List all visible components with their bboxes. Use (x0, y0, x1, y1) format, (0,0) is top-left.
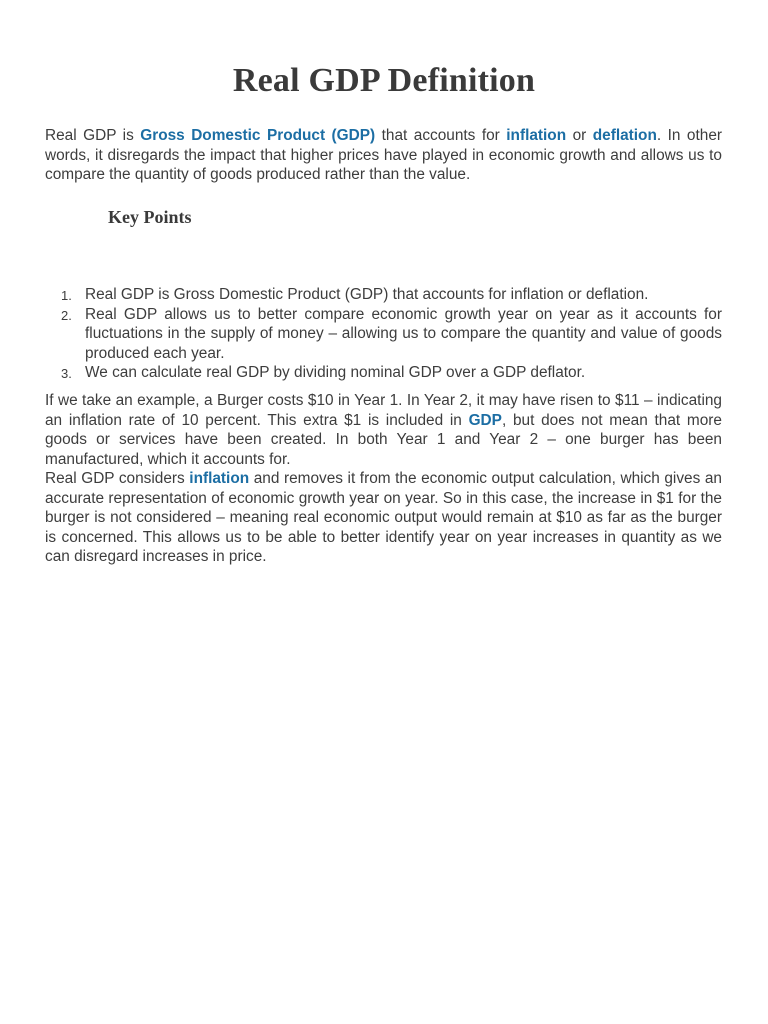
list-item (45, 285, 722, 305)
inflation-link[interactable]: inflation (189, 470, 250, 487)
inflation-link[interactable]: inflation (506, 127, 567, 144)
list-item-number: 3. (61, 366, 72, 382)
key-points-list (45, 285, 722, 383)
intro-text-1: Real GDP is (45, 127, 141, 144)
considers-text-2: and removes it from the economic output calculation, which gives an accurate representation of economic growth year on year. So in this case, the increase in $1 for the burger is not considered – meaning real economic output would remain at $10 as far as the burger is concerned. This allows us to be able to better identify year on year increases in quantity as we can disregard increases in price. (45, 470, 722, 566)
list-item-number: 1. (61, 288, 72, 303)
list-item-text: We can calculate real GDP by dividing nominal GDP over a GDP deflator. (85, 364, 586, 382)
gdp-link[interactable]: GDP (468, 411, 502, 429)
intro-paragraph (45, 126, 722, 185)
example-text-1: If we take an example, a Burger costs $10 in Year 1. In Year 2, it may have risen to $11 – indicating an inflation rate of 10 percent. This extra $1 is included in (45, 392, 722, 429)
list-item-text: Real GDP allows us to better compare economic growth year on year as it accounts for fluctuations in the supply of money – allowing us to compare the quantity and value of goods produced each year. (85, 305, 722, 362)
considers-paragraph (45, 469, 722, 567)
intro-text-4: . In other words, it disregards the impact that higher prices have played in economic growth and allows us to compare the quantity of goods produced rather than the value. (45, 127, 722, 184)
intro-text-3: or (566, 127, 593, 144)
intro-text-2: that accounts for (375, 127, 507, 144)
gdp-link[interactable]: Gross Domestic Product (GDP) (140, 127, 376, 144)
example-text-2: , but does not mean that more goods or services have been created. In both Year 1 and Year 2 – one burger has been manufactured, which it accounts for. (45, 411, 722, 468)
list-item-number: 2. (61, 307, 72, 323)
page-title: Real GDP Definition (232, 62, 536, 99)
list-item-text: Real GDP is Gross Domestic Product (GDP) that accounts for inflation or deflation. (85, 286, 649, 303)
example-paragraph (45, 391, 722, 469)
list-item (45, 305, 722, 364)
list-item (45, 363, 722, 383)
deflation-link[interactable]: deflation (592, 127, 657, 144)
considers-text-1: Real GDP considers (45, 470, 190, 487)
key-points-heading: Key Points (108, 207, 192, 227)
